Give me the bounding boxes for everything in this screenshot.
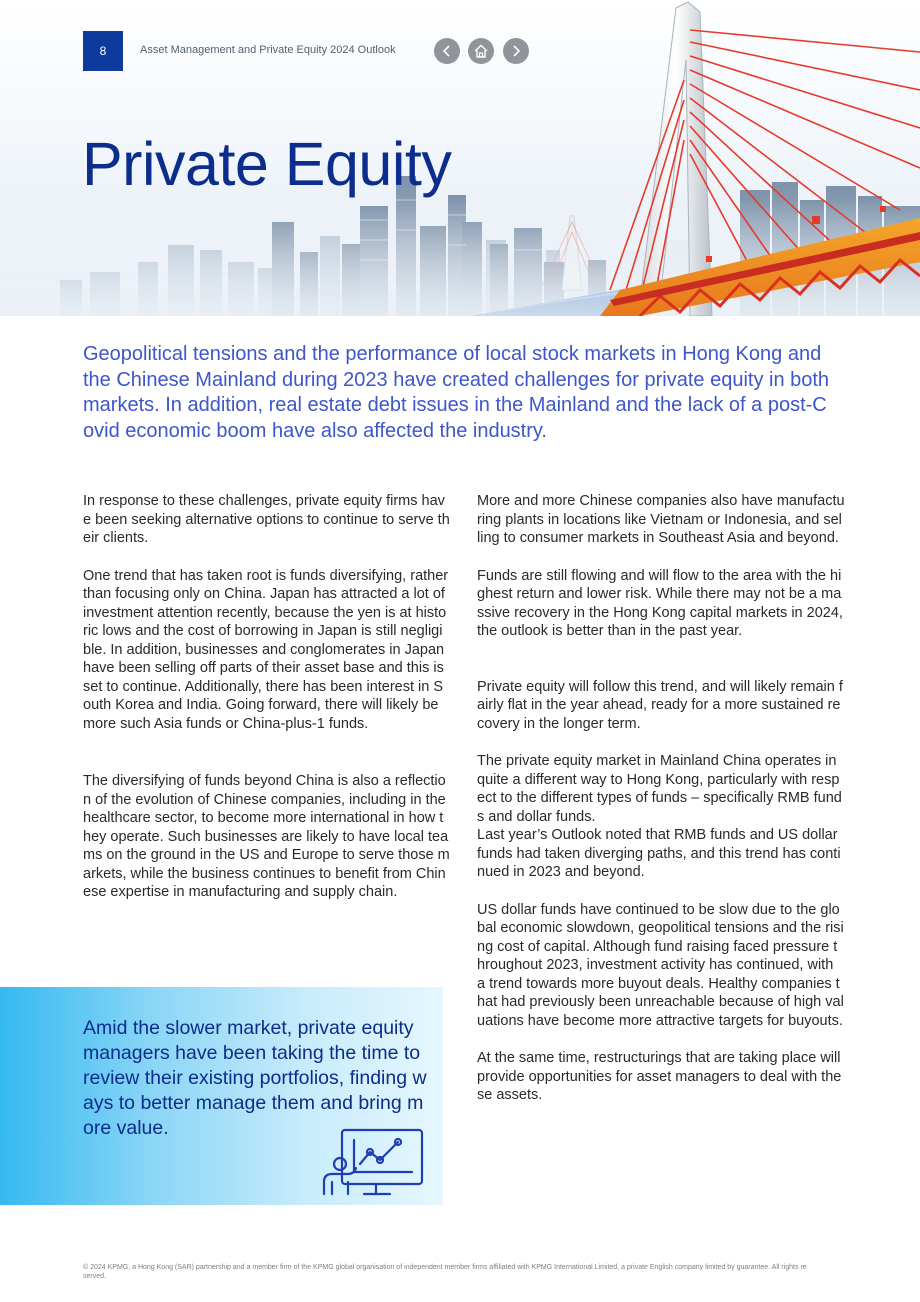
running-title: Asset Management and Private Equity 2024 Outlook [140,44,396,56]
presentation-chart-icon [318,1126,426,1198]
callout-quote: Amid the slower market, private equity managers have been taking the time to review their existing portfolios, finding ways to better manage them and bring more value. [83,1017,427,1139]
home-icon [473,43,489,59]
right-paragraph-1: More and more Chinese companies also have manufacturing plants in locations like Vietnam or Indonesia, and selling to consumer markets in Southeast Asia and beyond. [477,493,845,546]
next-page-button[interactable] [503,38,529,64]
right-paragraph-2: Funds are still flowing and will flow to the area with the highest return and lower risk. While there may not be a massive recovery in the Hong Kong capital markets in 2024, the outlook is better than in the past year. [477,567,843,639]
left-column [83,492,450,902]
left-paragraph-3: The diversifying of funds beyond China is also a reflection of the evolution of Chinese companies, including in the healthcare sector, to become more international in how they operate. Such businesses are likely to have local teams on the ground in the US and Europe to serve those markets, while the business continues to benefit from Chinese expertise in manufacturing and supply chain. [83,773,450,900]
right-paragraph-5: US dollar funds have continued to be slow due to the global economic slowdown, geopolitical tensions and the rising cost of capital. Although fund raising faced pressure throughout 2023, investment activity has continued, with a trend towards more buyout deals. Healthy companies that had previously been unreachable because of high valuations have become more attractive targets for buyouts. [477,901,844,1029]
left-paragraph-1: In response to these challenges, private equity firms have been seeking alternative options to continue to serve their clients. [83,493,450,546]
right-paragraph-4-continued: Last year’s Outlook noted that RMB funds and US dollar funds had taken diverging paths, and this trend has continued in 2023 and beyond. [477,827,841,880]
page-title: Private Equity [82,130,452,198]
right-paragraph-4: The private equity market in Mainland China operates in quite a different way to Hong Kong, particularly with respect to the different types of funds – specifically RMB funds and dollar funds. [477,753,842,825]
previous-page-button[interactable] [434,38,460,64]
right-column [477,492,845,1105]
page-number-badge: 8 [83,31,123,71]
home-button[interactable] [468,38,494,64]
lead-paragraph: Geopolitical tensions and the performance of local stock markets in Hong Kong and the Chinese Mainland during 2023 have created challenges for private equity in both markets. In addition, real estate debt issues in the Mainland and the lack of a post-Covid economic boom have also affected the industry. [83,343,830,442]
right-paragraph-6: At the same time, restructurings that are taking place will provide opportunities for asset managers to deal with these assets. [477,1050,842,1103]
chevron-right-icon [510,44,522,58]
copyright-footer: © 2024 KPMG, a Hong Kong (SAR) partnership and a member firm of the KPMG global organisation of independent member firms affiliated with KPMG International Limited, a private English company limited by guarantee. All rights reserved. [83,1264,807,1280]
right-paragraph-3: Private equity will follow this trend, and will likely remain fairly flat in the year ahead, ready for a more sustained recovery in the longer term. [477,678,843,732]
left-paragraph-2: One trend that has taken root is funds diversifying, rather than focusing only on China. Japan has attracted a lot of investment attention recently, because the yen is at historic lows and the cost of borrowing in Japan is still negligible. In addition, businesses and conglomerates in Japan have been selling off parts of their asset base and this is set to continue. Additionally, there has been interest in South Korea and India. Going forward, there will likely be more such Asia funds or China-plus-1 funds. [83,567,449,732]
chevron-left-icon [441,44,453,58]
